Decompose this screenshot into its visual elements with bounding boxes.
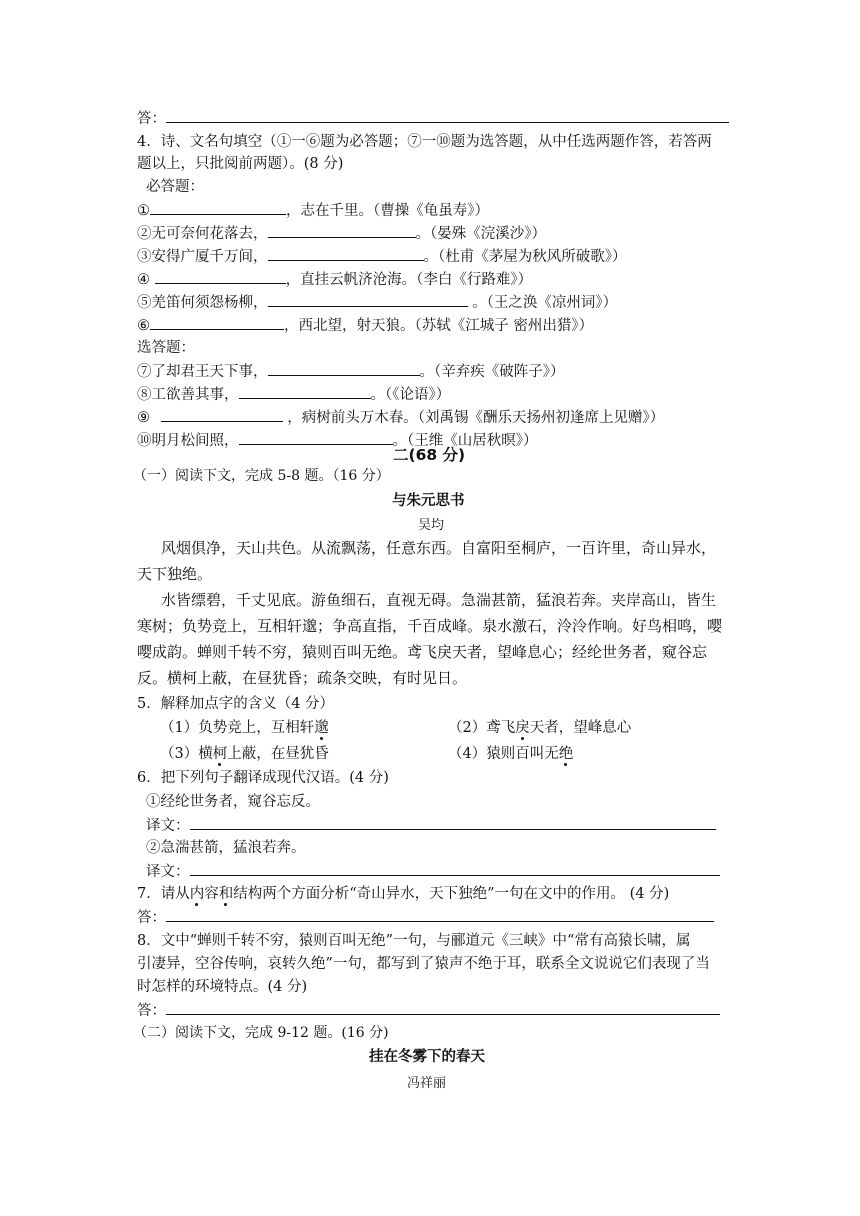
translation-blank[interactable] [190,815,716,830]
q4-item-3: ③安得广厦千万间， 。（杜甫《茅屋为秋风所破歌》） [137,246,627,267]
essay2-title: 挂在冬雾下的春天 [369,1049,485,1065]
q4-item-9: ⑨ ，病树前头万木春。（刘禹锡《酬乐天扬州初逢席上见赠》） [137,407,664,428]
part2-intro: （二）阅读下文，完成 9-12 题。(16 分) [133,1025,389,1041]
q4-required-label: 必答题： [146,179,204,195]
q5-item-1: （1）负势竞上，互相轩邈 [160,720,329,736]
q6-sentence-2: ②急湍甚箭，猛浪若奔。 [146,840,306,856]
translation-blank[interactable] [190,861,720,876]
answer-blank[interactable] [166,907,714,922]
q8-line-1: 8．文中“蝉则千转不穷，猿则百叫无绝”一句，与郦道元《三峡》中“常有高猿长啸，属 [137,933,691,949]
passage-paragraph-2: 水皆缥碧，千丈见底。游鱼细石，直视无碍。急湍甚箭，猛浪若奔。夹岸高山，皆生寒树；负势竞上，互相轩邈；争高直指，千百成峰。泉水激石，泠泠作响。好鸟相鸣，嘤嘤成韵。蝉则千转不穷，猿则百叫无绝。鸢飞戾天者，望峰息心；经纶世务者，窥谷忘反。横柯上蔽，在昼犹昏；疏条交映，有时见日。 [137,591,723,687]
dotted-char: 和 [218,886,234,902]
q8-answer-line: 答： [137,1000,720,1021]
q6-translation-1: 译文： [146,815,716,836]
passage-paragraph-1: 风烟俱净，天山共色。从流飘荡，任意东西。自富阳至桐庐，一百许里，奇山异水，天下独绝。 [137,539,717,583]
q4-item-10: ⑩明月松间照， 。（王维《山居秋暝》） [137,430,538,451]
dotted-char: 邈 [314,720,329,736]
q7-stem: 7．请从内容和结构两个方面分析“奇山异水，天下独绝”一句在文中的作用。 (4 分) [137,886,670,902]
essay-author: 吴均 [418,518,445,533]
fill-blank[interactable] [268,361,420,376]
fill-blank[interactable] [268,292,468,307]
q8-line-2: 引凄异，空谷传响，哀转久绝”一句，都写到了猿声不绝于耳，联系全文说说它们表现了当 [137,956,710,972]
q5-item-3: （3）横柯上蔽，在昼犹昏 [160,746,329,762]
q4-item-1: ① ，志在千里。（曹操《龟虽寿》） [137,200,489,221]
q6-translation-2: 译文： [146,861,720,882]
q4-item-5: ⑤羌笛何须怨杨柳， 。（王之涣《凉州词》） [137,292,617,313]
dotted-char: 柯 [212,746,228,762]
q4-item-6: ⑥ ，西北望，射天狼。（苏轼《江城子 密州出猎》） [137,315,593,336]
fill-blank[interactable] [150,315,284,330]
q4-item-2: ②无可奈何花落去， 。（晏殊《浣溪沙》） [137,223,546,244]
section-title: 二(68 分) [393,446,466,464]
answer-blank[interactable] [166,1000,720,1015]
fill-blank[interactable] [239,430,393,445]
q5-stem: 5．解释加点字的含义（4 分） [137,696,335,712]
fill-blank[interactable] [268,246,424,261]
dotted-char: 内 [189,886,205,902]
essay2-author: 冯祥丽 [407,1076,447,1091]
q4-item-7: ⑦了却君王天下事， 。（辛弃疾《破阵子》） [137,361,565,382]
essay-title: 与朱元思书 [392,493,465,509]
q4-optional-label: 选答题： [137,340,195,356]
fill-blank[interactable] [161,407,283,422]
q4-stem-line2: 题以上，只批阅前两题）。(8 分) [137,156,344,172]
q8-line-3: 时怎样的环境特点。(4 分) [137,979,308,995]
q6-sentence-1: ①经纶世务者，窥谷忘反。 [146,794,320,810]
q7-answer-line: 答： [137,907,714,928]
part1-intro: （一）阅读下文，完成 5-8 题。（16 分） [133,468,390,484]
answer-line-top [137,108,729,129]
q4-stem-line1: 4．诗、文名句填空（①一⑥题为必答题；⑦一⑩题为选答题，从中任选两题作答，若答两 [137,134,712,150]
q4-item-4: ④ ，直挂云帆济沧海。（李白《行路难》） [137,269,532,290]
answer-blank[interactable] [166,108,729,123]
fill-blank[interactable] [239,384,371,399]
answer-label: 答： [137,111,166,127]
q5-item-4: （4）猿则百叫无绝 [448,746,574,762]
dotted-char: 绝 [558,746,574,762]
q6-stem: 6．把下列句子翻译成现代汉语。(4 分) [137,770,389,786]
fill-blank[interactable] [268,223,416,238]
fill-blank[interactable] [155,269,286,284]
q4-item-8: ⑧工欲善其事， 。（《论语》） [137,384,450,405]
dotted-char: 戾 [515,720,530,736]
q5-item-2: （2）鸢飞戾天者，望峰息心 [448,720,632,736]
fill-blank[interactable] [150,200,286,215]
